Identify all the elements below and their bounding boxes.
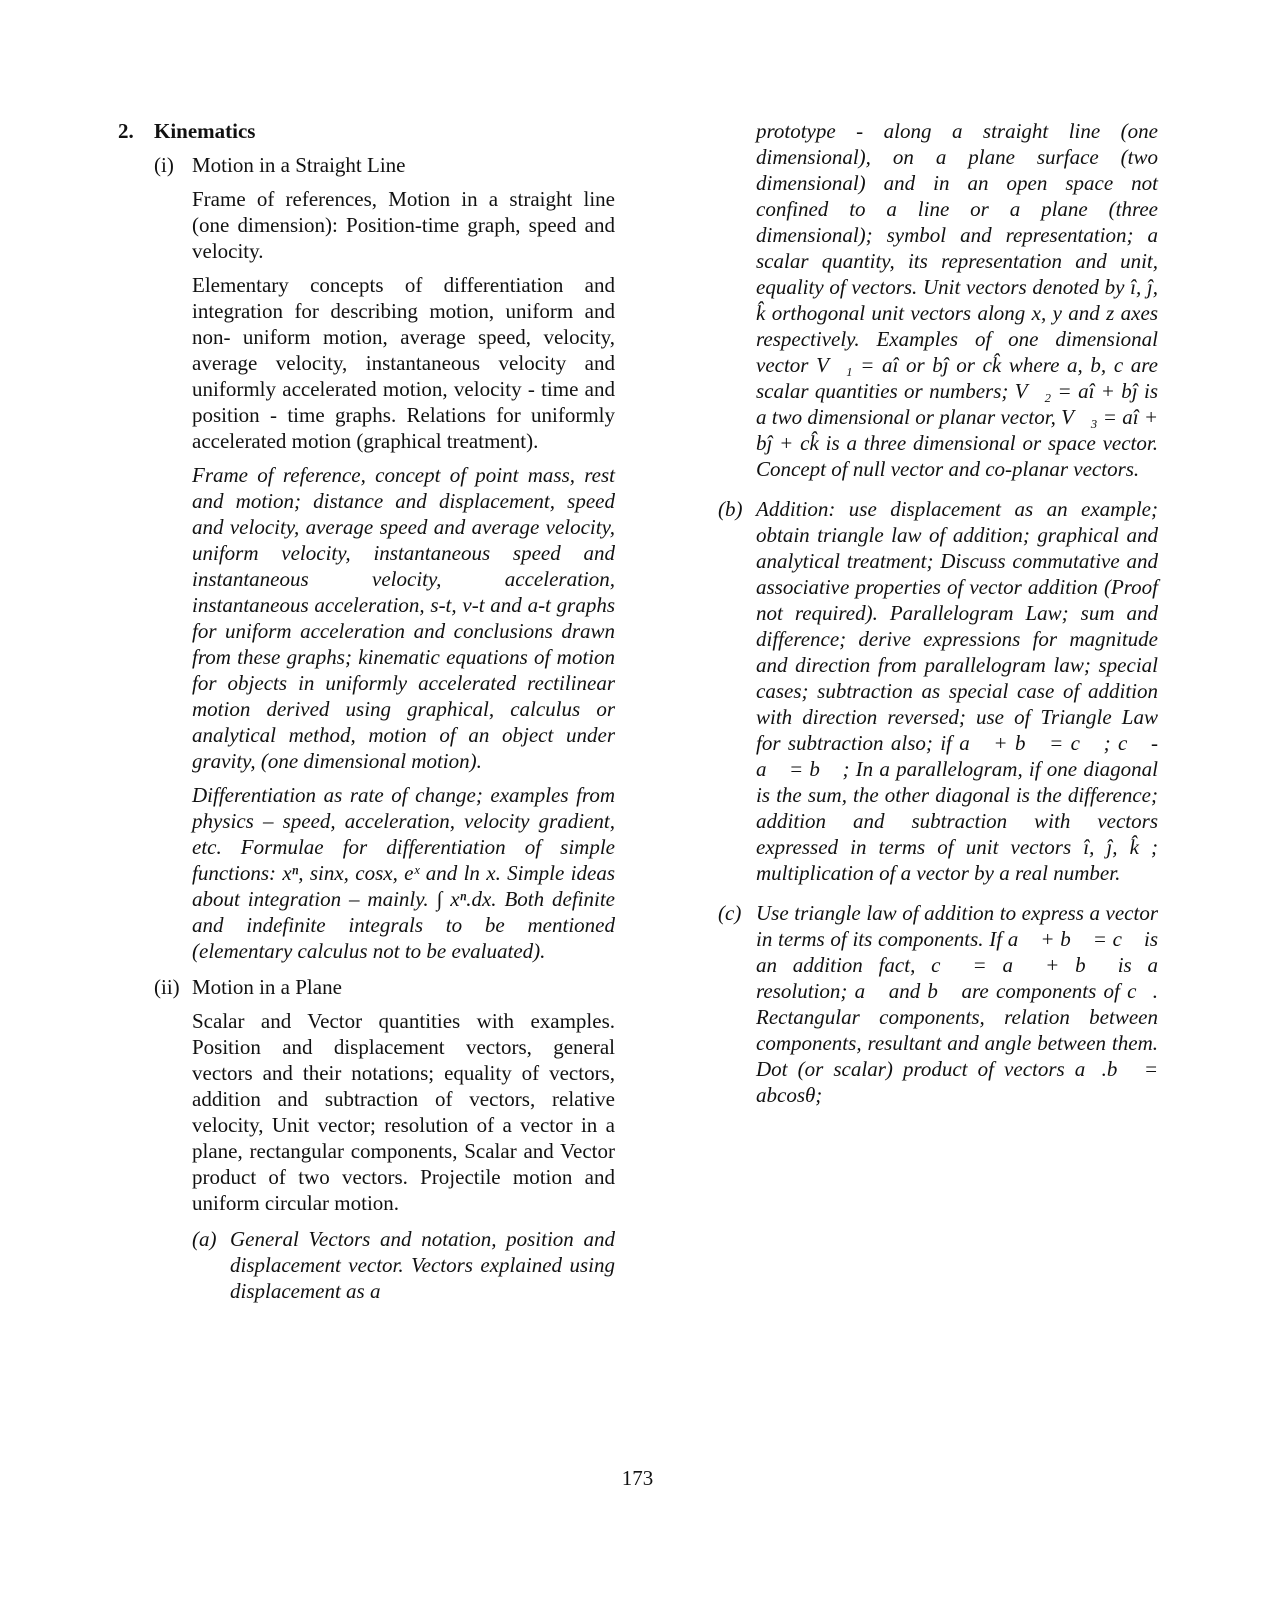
subsection-title: Motion in a Plane (192, 975, 342, 999)
item-text-continued: prototype - along a straight line (one dimensional), on a plane surface (two dimensional) and in an open space not confined to a line or a plane (three dimensional); symbol and representation; a scalar quantity, its representation and unit, equality of vectors. Unit vectors denoted by î, ĵ, k̂ orthogonal unit vectors along x, y and z axes respectively. Examples of one dimensional vector V⃗₁ = aî or bĵ or ck̂ where a, b, c are scalar quantities or numbers; V⃗₂ = aî + bĵ is a two dimensional or planar vector, V⃗₃ = aî + bĵ + ck̂ is a three dimensional or space vector. Concept of null vector and co-planar vectors. (756, 119, 1158, 481)
subsection-label: (i) (154, 153, 174, 177)
paragraph: Scalar and Vector quantities with examples. Position and displacement vectors, general vectors and their notations; equality of vectors, addition and subtraction of vectors, relative velocity, Unit vector; resolution of a vector in a plane, rectangular components, Scalar and Vector product of two vectors. Projectile motion and uniform circular motion. (192, 1009, 615, 1215)
page-number: 173 (621, 1466, 654, 1490)
paragraph: Differentiation as rate of change; examples from physics – speed, acceleration, velocity gradient, etc. Formulae for differentiation of simple functions: xⁿ, sinx, cosx, eˣ and ln x. Simple ideas about integration – mainly. ∫ xⁿ.dx. Both definite and indefinite integrals to be mentioned (elementary calculus not to be evaluated). (192, 783, 615, 963)
right-column (718, 118, 1158, 1108)
item-label: (b) (718, 497, 743, 521)
item-text: Addition: use displacement as an example; obtain triangle law of addition; graphical and analytical treatment; Discuss commutative and associative properties of vector addition (Proof not required). Parallelogram Law; sum and difference; derive expressions for magnitude and direction from parallelogram law; special cases; subtraction as special case of addition with direction reversed; use of Triangle Law for subtraction also; if a⃗ + b⃗ = c⃗ ; c⃗ - a⃗ = b⃗ ; In a parallelogram, if one diagonal is the sum, the other diagonal is the difference; addition and subtraction with vectors expressed in terms of unit vectors î, ĵ, k̂ ; multiplication of a vector by a real number. (756, 497, 1158, 885)
subsection-heading (154, 152, 615, 178)
paragraph: Frame of reference, concept of point mass, rest and motion; distance and displacement, speed and velocity, average speed and average velocity, uniform velocity, instantaneous speed and instantaneous velocity, acceleration, instantaneous acceleration, s-t, v-t and a-t graphs for uniform acceleration and conclusions drawn from these graphs; kinematic equations of motion for objects in uniformly accelerated rectilinear motion derived using graphical, calculus or analytical method, motion of an object under gravity, (one dimensional motion). (192, 463, 615, 773)
section-title: Kinematics (154, 119, 256, 143)
list-item (192, 1226, 615, 1304)
item-label: (a) (192, 1227, 217, 1251)
item-text: Use triangle law of addition to express a vector in terms of its components. If a⃗ + b⃗ = c⃗ is an addition fact, c⃗ = a⃗ + b⃗ is a resolution; a⃗ and b⃗ are components of c⃗. Rectangular components, relation between components, resultant and angle between them. Dot (or scalar) product of vectors a⃗.b⃗ = abcosθ; (756, 901, 1158, 1107)
subsection-title: Motion in a Straight Line (192, 153, 406, 177)
list-item (718, 900, 1158, 1108)
list-item (718, 496, 1158, 886)
section-heading (118, 118, 615, 144)
item-label: (c) (718, 901, 742, 925)
left-column (118, 118, 615, 1304)
subsection-body (192, 1008, 615, 1304)
subsection-heading (154, 974, 615, 1000)
subsection-label: (ii) (154, 975, 180, 999)
paragraph: Frame of references, Motion in a straight line (one dimension): Position-time graph, speed and velocity. (192, 187, 615, 263)
section-number: 2. (118, 119, 134, 143)
subsection-body (192, 186, 615, 964)
paragraph: Elementary concepts of differentiation and integration for describing motion, uniform and non- uniform motion, average speed, velocity, average velocity, instantaneous velocity and uniformly accelerated motion, velocity - time and position - time graphs. Relations for uniformly accelerated motion (graphical treatment). (192, 273, 615, 453)
item-text: General Vectors and notation, position and displacement vector. Vectors explained using displacement as a (230, 1227, 615, 1303)
